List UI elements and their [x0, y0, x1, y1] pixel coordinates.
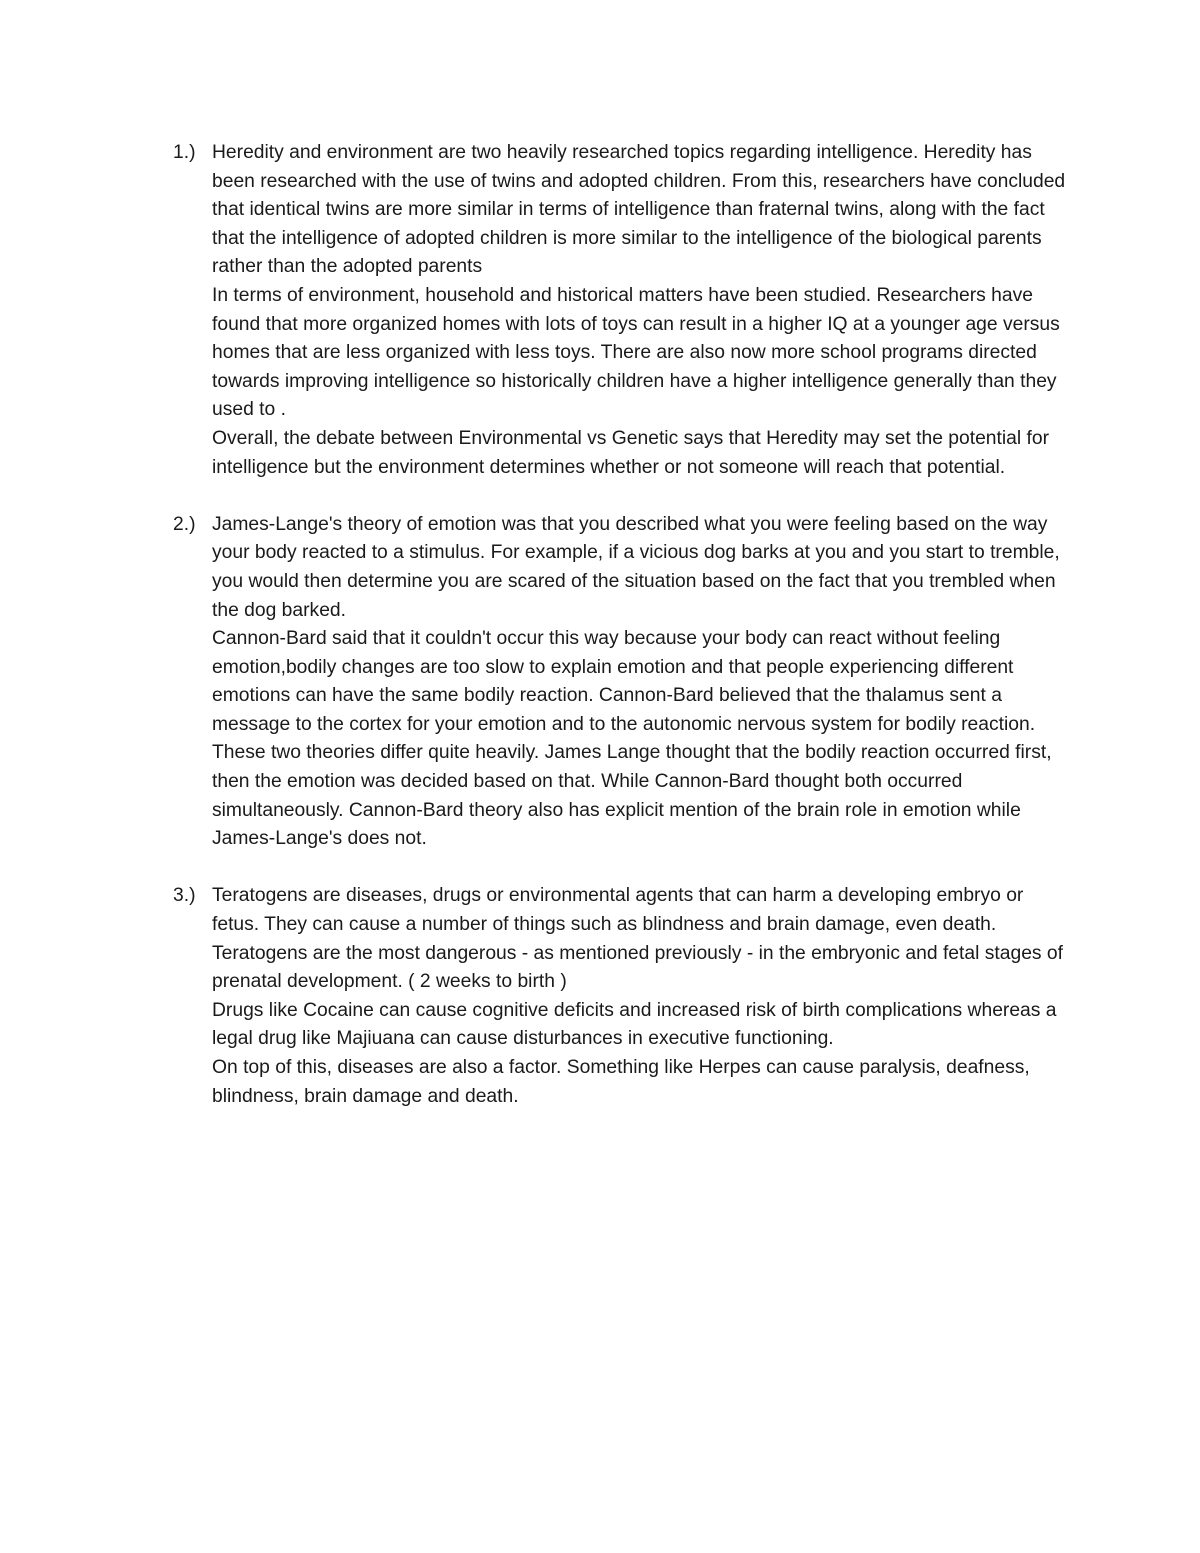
answer-item-1 — [173, 139, 1073, 482]
answer-item-3 — [173, 882, 1073, 1111]
answer-paragraph: Teratogens are diseases, drugs or environmental agents that can harm a developing embryo or fetus. They can cause a number of things such as blindness and brain damage, even death. Teratogens are the most dangerous - as mentioned previously - in the embryonic and fetal stages of prenatal development. ( 2 weeks to birth ) — [212, 885, 1063, 993]
answer-number: 2.) — [173, 513, 196, 535]
answer-paragraph: Heredity and environment are two heavily researched topics regarding intelligence. Heredity has been researched with the use of twins and adopted children. From this, researchers have concluded that identical twins are more similar in terms of intelligence than fraternal twins, along with the fact that the intelligence of adopted children is more similar to the intelligence of the biological parents rather than the adopted parents — [212, 142, 1066, 278]
answer-item-2 — [173, 511, 1073, 854]
answer-paragraph: Overall, the debate between Environmental vs Genetic says that Heredity may set the potential for intelligence but the environment determines whether or not someone will reach that potential. — [212, 427, 1050, 478]
answer-paragraph: On top of this, diseases are also a factor. Something like Herpes can cause paralysis, deafness, blindness, brain damage and death. — [212, 1057, 1030, 1107]
answer-list — [173, 139, 1073, 1140]
answer-number: 1.) — [173, 142, 196, 163]
answer-paragraph: James-Lange's theory of emotion was that you described what you were feeling based on the way your body reacted to a stimulus. For example, if a vicious dog barks at you and you start to tremble, you would then determine you are scared of the situation based on the fact that you trembled when the dog barked. — [212, 513, 1060, 621]
answer-paragraph: Drugs like Cocaine can cause cognitive deficits and increased risk of birth complications whereas a legal drug like Majiuana can cause disturbances in executive functioning. — [212, 999, 1057, 1050]
answer-paragraph: Cannon-Bard said that it couldn't occur this way because your body can react without feeling emotion,bodily changes are too slow to explain emotion and that people experiencing different emotions can have the same bodily reaction. Cannon-Bard believed that the thalamus sent a message to the cortex for your emotion and to the autonomic nervous system for bodily reaction. — [212, 628, 1036, 735]
answer-paragraph: These two theories differ quite heavily. James Lange thought that the bodily reaction occurred first, then the emotion was decided based on that. While Cannon-Bard thought both occurred simultaneously. Cannon-Bard theory also has explicit mention of the brain role in emotion while James-Lange's does not. — [212, 742, 1052, 850]
answer-number: 3.) — [173, 885, 196, 907]
answer-paragraph: In terms of environment, household and historical matters have been studied. Researchers have found that more organized homes with lots of toys can result in a higher IQ at a younger age versus homes that are less organized with less toys. There are also now more school programs directed towards improving intelligence so historically children have a higher intelligence generally than they used to . — [212, 284, 1060, 421]
